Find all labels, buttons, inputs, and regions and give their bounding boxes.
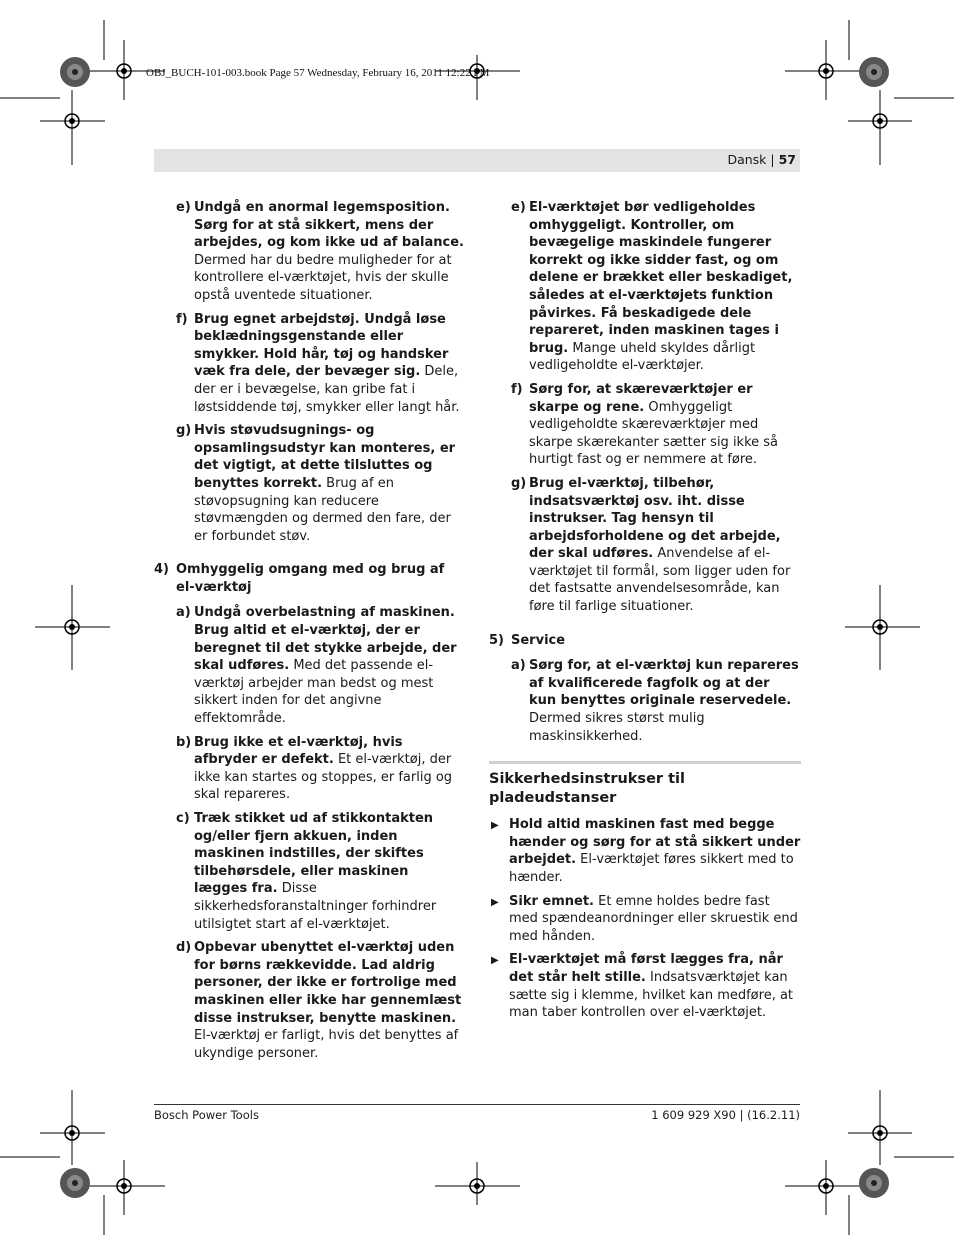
bullet-text: Et emne holdes bedre fast med spændeanordninger eller skruestik end med hånden. <box>509 893 798 944</box>
list-item <box>154 939 466 1062</box>
item-label: b) <box>176 734 192 750</box>
item-label: e) <box>511 200 526 215</box>
section-divider <box>489 761 801 764</box>
left-column <box>154 199 466 1068</box>
section-heading <box>154 561 466 596</box>
item-label: g) <box>176 423 192 439</box>
item-bold-text: El-værktøjet bør vedligeholdes omhyggeligt. Kontroller, om bevægelige maskindele fungerer korrekt og ikke sidder fast, og om delene er brækket eller beskadiget, således at el-værktøjets funktion påvirkes. Få beskadigede dele repareret, inden maskinen tages i brug. <box>529 200 793 356</box>
section-number: 4) <box>154 562 169 578</box>
safety-heading: Sikkerhedsinstrukser til pladeudstanser <box>489 771 685 807</box>
list-item <box>489 381 801 469</box>
item-bold-text: Undgå overbelastning af maskinen. Brug altid et el-værktøj, der er beregnet til det stykke arbejde, der skal udføres. <box>194 605 457 674</box>
item-text: Dele, der er i bevægelse, kan gribe fat i løstsiddende tøj, smykker eller langt hår. <box>194 364 460 415</box>
item-bold-text: Brug ikke et el-værktøj, hvis afbryder er defekt. <box>194 734 403 768</box>
item-text: Dermed har du bedre muligheder for at kontrollere el-værktøjet, hvis der skulle opstå uventede situationer. <box>194 252 452 303</box>
item-label: c) <box>176 811 190 826</box>
bullet-bold-text: El-værktøjet må først lægges fra, når det står helt stille. <box>509 952 783 985</box>
item-text: Omhyggeligt vedligeholdte skæreværktøjer med skarpe skærekanter sætter sig ikke så hurtigt fast og er nemmere at føre. <box>529 399 779 468</box>
list-item <box>154 199 466 305</box>
item-label: a) <box>176 605 191 621</box>
bullet-text: El-værktøjet føres sikkert med to hænder. <box>509 852 794 885</box>
bullet-item <box>489 951 801 1021</box>
item-label: g) <box>511 475 527 491</box>
page-header <box>154 149 800 172</box>
item-text: Et el-værktøj, der ikke kan startes og stoppes, er farlig og skal repareres. <box>194 752 453 803</box>
list-item <box>154 734 466 804</box>
footer-divider <box>154 1104 800 1105</box>
bullet-item <box>489 816 801 886</box>
item-label: f) <box>176 311 188 327</box>
item-bold-text: Sørg for, at skæreværktøjer er skarpe og rene. <box>529 381 753 415</box>
item-bold-text: Brug egnet arbejdstøj. Undgå løse beklædningsgenstande eller smykker. Hold hår, tøj og handsker væk fra dele, der bevæger sig. <box>194 311 449 380</box>
item-text: Dermed sikres størst mulig maskinsikkerhed. <box>529 711 705 744</box>
header-language: Dansk <box>727 152 767 167</box>
item-bold-text: Undgå en anormal legemsposition. Sørg for at stå sikkert, mens der arbejdes, og kom ikke ud af balance. <box>194 200 464 251</box>
section-title: Service <box>511 632 566 648</box>
list-item <box>154 604 466 727</box>
header-text <box>727 152 796 167</box>
header-separator: | <box>770 152 775 167</box>
item-bold-text: Træk stikket ud af stikkontakten og/eller fjern akkuen, inden maskinen indstilles, der skiftes tilbehørsdele, eller maskinen lægges fra. <box>194 811 434 897</box>
item-bold-text: Sørg for, at el-værktøj kun repareres af kvalificerede fagfolk og at der kun benyttes originale reservedele. <box>529 658 799 709</box>
list-item <box>154 422 466 545</box>
bullet-bold-text: Hold altid maskinen fast med begge hænder og sørg for at stå sikkert under arbejdet. <box>509 817 801 868</box>
section-heading <box>489 632 801 650</box>
item-text: Anvendelse af el-værktøjet til formål, som ligger uden for det fastsatte anvendelsesområde, kan føre til farlige situationer. <box>529 546 791 615</box>
bullet-text: Indsatsværktøjet kan sætte sig i klemme, hvilket kan medføre, at man taber kontrollen over el-værktøjet. <box>509 969 794 1021</box>
list-item <box>154 810 466 933</box>
item-bold-text: Opbevar ubenyttet el-værktøj uden for børns rækkevidde. Lad aldrig personer, der ikke er fortrolige med maskinen eller ikke har gennemlæst disse instrukser, benytte maskinen. <box>194 940 462 1026</box>
triangle-bullet-icon: ▶ <box>491 820 499 832</box>
section-number: 5) <box>489 632 504 648</box>
item-text: Disse sikkerhedsforanstaltninger forhindrer utilsigtet start af el-værktøjet. <box>194 881 437 932</box>
item-text: El-værktøj er farligt, hvis det benyttes af ukyndige personer. <box>194 1028 459 1061</box>
item-label: a) <box>511 658 526 674</box>
footer-doc-number: 1 609 929 X90 | (16.2.11) <box>651 1108 800 1122</box>
item-text: Mange uheld skyldes dårligt vedligeholdte el-værktøjer. <box>529 340 756 374</box>
item-text: Med det passende el-værktøj arbejder man bedst og mest sikkert inden for det angivne effektområde. <box>194 658 434 727</box>
item-label: e) <box>176 200 191 215</box>
footer-brand: Bosch Power Tools <box>154 1108 259 1122</box>
section-title: Omhyggelig omgang med og brug af el-værktøj <box>176 562 445 595</box>
bullet-item <box>489 893 801 946</box>
item-text: Brug af en støvopsugning kan reducere støvmængden og dermed den fare, der er forbundet støv. <box>194 475 451 544</box>
page-number: 57 <box>778 152 796 167</box>
triangle-bullet-icon: ▶ <box>491 955 499 967</box>
bullet-bold-text: Sikr emnet. <box>509 893 594 909</box>
list-item <box>154 311 466 417</box>
triangle-bullet-icon: ▶ <box>491 896 499 908</box>
print-slug: OBJ_BUCH-101-003.book Page 57 Wednesday, February 16, 2011 12:22 PM <box>146 67 490 79</box>
item-label: f) <box>511 381 523 397</box>
item-bold-text: Brug el-værktøj, tilbehør, indsatsværktøj osv. iht. disse instrukser. Tag hensyn til arbejdsforholdene og det arbejde, der skal udføres. <box>529 475 781 562</box>
list-item <box>489 657 801 745</box>
list-item <box>489 475 801 616</box>
item-bold-text: Hvis støvudsugnings- og opsamlingsudstyr kan monteres, er det vigtigt, at dette tilsluttes og benyttes korrekt. <box>194 423 456 491</box>
list-item <box>489 199 801 375</box>
item-label: d) <box>176 940 192 956</box>
right-column <box>489 199 801 1028</box>
